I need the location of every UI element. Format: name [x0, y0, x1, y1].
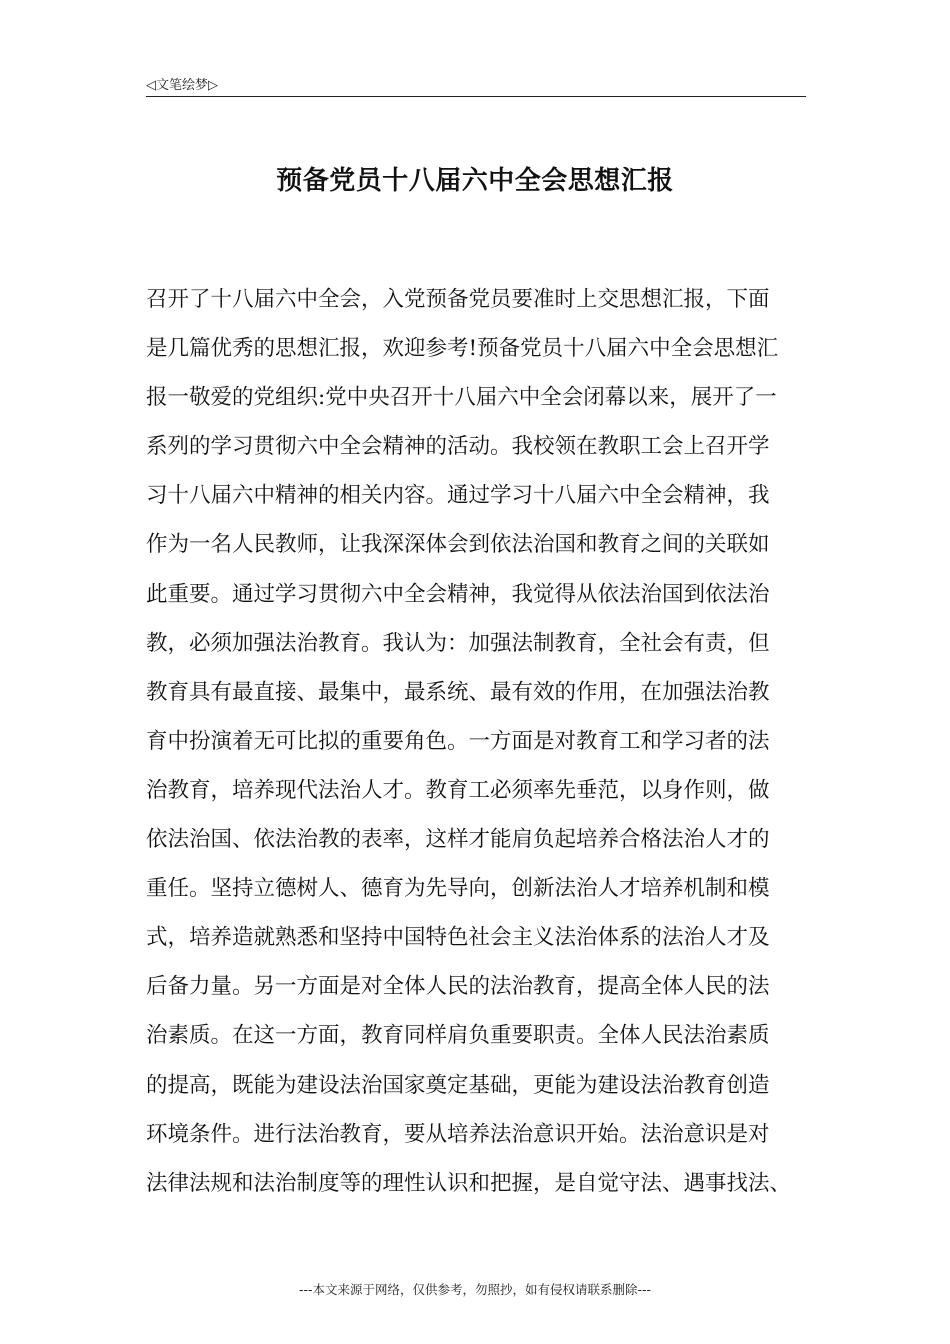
document-body [146, 284, 826, 1217]
body-line: 教，必须加强法治教育。我认为：加强法制教育，全社会有责，但 [146, 630, 770, 656]
body-line: 后备力量。另一方面是对全体人民的法治教育，提高全体人民的法 [146, 974, 770, 1000]
body-line: 习十八届六中精神的相关内容。通过学习十八届六中全会精神，我 [146, 483, 770, 509]
body-line: 重任。坚持立德树人、德育为先导向，创新法治人才培养机制和模 [146, 876, 770, 902]
body-line: 法律法规和法治制度等的理性认识和把握，是自觉守法、遇事找法、 [146, 1170, 792, 1196]
header-divider [146, 96, 806, 97]
body-line: 此重要。通过学习贯彻六中全会精神，我觉得从依法治国到依法治 [146, 581, 770, 607]
body-line: 依法治国、依法治教的表率，这样才能肩负起培养合格法治人才的 [146, 827, 770, 853]
body-line: 系列的学习贯彻六中全会精神的活动。我校领在教职工会上召开学 [146, 434, 770, 460]
body-line: 报一敬爱的党组织:党中央召开十八届六中全会闭幕以来，展开了一 [146, 385, 777, 411]
header-mark: ◁文笔绘梦▷ [146, 78, 218, 93]
body-line: 式，培养造就熟悉和坚持中国特色社会主义法治体系的法治人才及 [146, 925, 770, 951]
body-line: 召开了十八届六中全会，入党预备党员要准时上交思想汇报，下面 [146, 287, 770, 312]
body-line: 育中扮演着无可比拟的重要角色。一方面是对教育工和学习者的法 [146, 728, 770, 754]
body-line: 教育具有最直接、最集中，最系统、最有效的作用，在加强法治教 [146, 679, 770, 705]
body-line: 是几篇优秀的思想汇报，欢迎参考!预备党员十八届六中全会思想汇 [146, 336, 779, 362]
body-line: 治素质。在这一方面，教育同样肩负重要职责。全体人民法治素质 [146, 1023, 770, 1049]
body-line: 环境条件。进行法治教育，要从培养法治意识开始。法治意识是对 [146, 1121, 770, 1147]
body-line: 治教育，培养现代法治人才。教育工必须率先垂范，以身作则，做 [146, 777, 770, 803]
document-title: 预备党员十八届六中全会思想汇报 [276, 166, 674, 196]
body-line: 的提高，既能为建设法治国家奠定基础，更能为建设法治教育创造 [146, 1072, 770, 1098]
body-line: 作为一名人民教师，让我深深体会到依法治国和教育之间的关联如 [146, 532, 770, 558]
footer-notice: ---本文来源于网络，仅供参考，勿照抄，如有侵权请联系删除--- [298, 1282, 652, 1297]
